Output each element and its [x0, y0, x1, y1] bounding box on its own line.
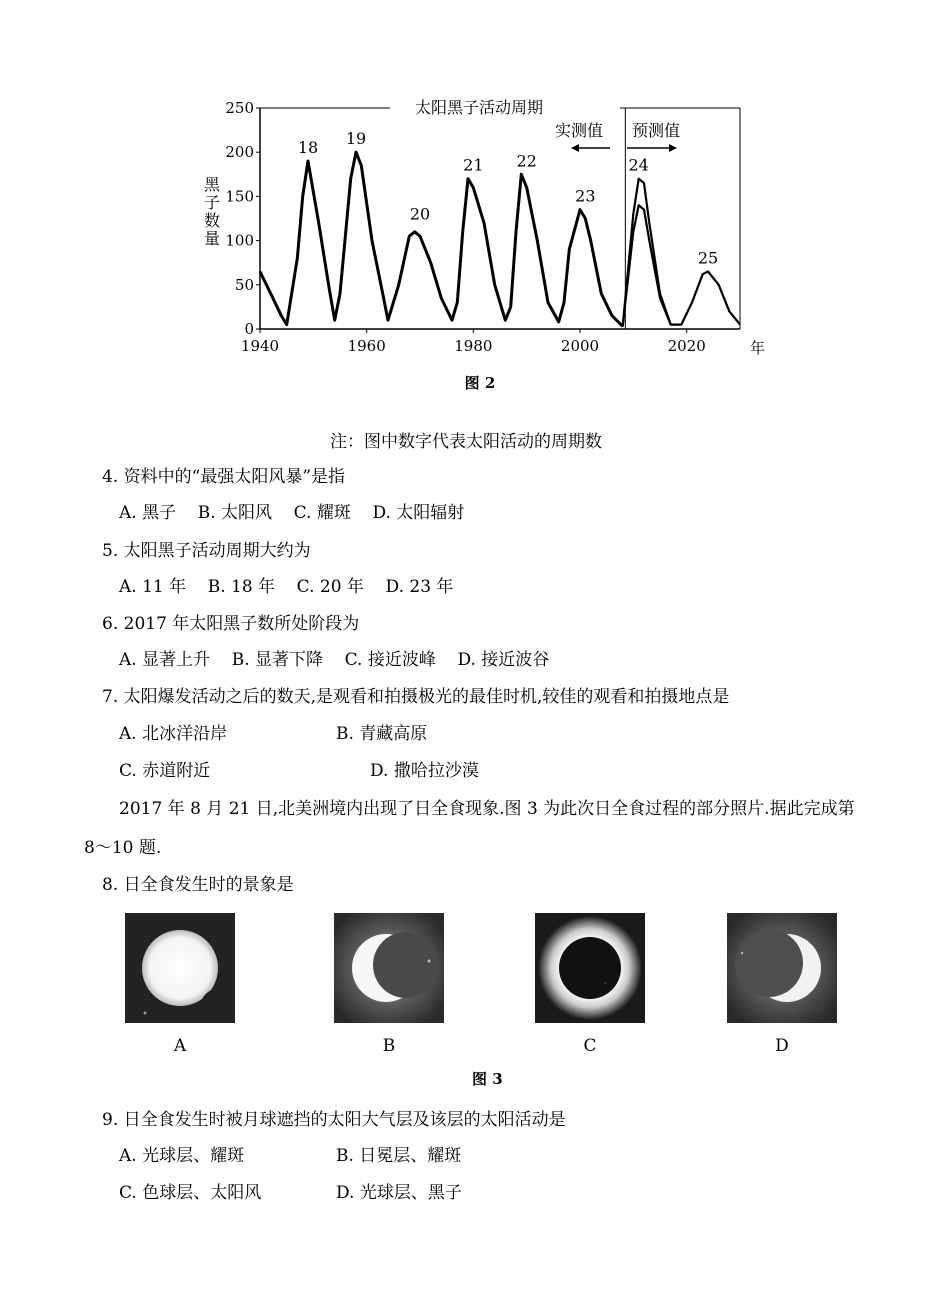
data-point [307, 160, 308, 161]
data-point [537, 240, 538, 241]
eclipse-label-a: A [173, 1036, 187, 1056]
y-axis-label-char: 黑 [203, 175, 221, 194]
x-axis-label: 年 [750, 339, 765, 357]
question-8-stem: 8. 日全食发生时的景象是 [102, 875, 294, 895]
series-line-2 [623, 179, 740, 327]
data-point [569, 249, 570, 250]
measured-arrowhead [571, 144, 579, 152]
data-point [462, 231, 463, 232]
data-point [579, 209, 580, 210]
figure-2-caption: 图 2 [464, 374, 496, 392]
predicted-arrowhead [669, 144, 677, 152]
data-point [302, 196, 303, 197]
question-9-option-a: A. 光球层、耀斑 [119, 1146, 245, 1166]
data-point [547, 302, 548, 303]
cycle-label-18: 18 [297, 138, 319, 158]
data-point [510, 306, 511, 307]
x-tick-label: 2000 [560, 337, 600, 355]
sunspot-cycle-chart [195, 88, 765, 398]
data-point [414, 231, 415, 232]
data-point [601, 293, 602, 294]
question-9-option-c: C. 色球层、太阳风 [119, 1183, 262, 1203]
series-line-3 [623, 205, 671, 326]
data-point [585, 218, 586, 219]
data-point [659, 297, 660, 298]
predicted-label: 预测值 [632, 121, 681, 140]
cycle-label-20: 20 [409, 204, 431, 224]
question-6-stem: 6. 2017 年太阳黑子数所处阶段为 [102, 614, 360, 634]
series-line-1 [260, 152, 623, 326]
eclipse-label-c: C [583, 1036, 597, 1056]
x-tick-label: 1940 [240, 337, 280, 355]
y-axis-label-char: 数 [203, 211, 221, 230]
data-point [521, 174, 522, 175]
eclipse-photo-a [125, 913, 235, 1023]
data-point [670, 324, 671, 325]
x-tick-label: 1960 [347, 337, 386, 355]
data-point [515, 231, 516, 232]
data-point [563, 302, 564, 303]
data-point [281, 315, 282, 316]
data-point [419, 236, 420, 237]
data-point [355, 152, 356, 153]
data-point [633, 213, 634, 214]
eclipse-photo-d [727, 913, 837, 1023]
passage-line-2: 8～10 题. [84, 838, 162, 858]
data-point [558, 321, 559, 322]
data-point [702, 274, 703, 275]
data-point [681, 324, 682, 325]
data-point [611, 315, 612, 316]
question-9-option-d: D. 光球层、黑子 [336, 1183, 462, 1203]
question-7-stem: 7. 太阳爆发活动之后的数天,是观看和拍摄极光的最佳时机,较佳的观看和拍摄地点是 [102, 687, 730, 707]
cycle-label-22: 22 [516, 151, 537, 171]
question-9-stem: 9. 日全食发生时被月球遮挡的太阳大气层及该层的太阳活动是 [102, 1110, 566, 1130]
question-7-option-c: C. 赤道附近 [119, 761, 211, 781]
data-point [590, 240, 591, 241]
cycle-label-23: 23 [575, 186, 596, 206]
data-point [457, 302, 458, 303]
y-axis-label-char: 子 [203, 193, 221, 212]
data-point [473, 187, 474, 188]
data-point [483, 222, 484, 223]
cycle-label-25: 25 [697, 248, 719, 268]
question-7-option-d: D. 撒哈拉沙漠 [370, 761, 479, 781]
question-7-option-a: A. 北冰洋沿岸 [119, 724, 228, 744]
data-point [334, 320, 335, 321]
data-point [718, 284, 719, 285]
eclipse-label-d: D [775, 1036, 789, 1056]
y-axis-label-char: 量 [203, 229, 221, 248]
data-point [739, 324, 740, 325]
data-point [643, 209, 644, 210]
cycle-label-19: 19 [345, 129, 367, 149]
y-tick-label: 200 [225, 143, 254, 162]
data-point [339, 293, 340, 294]
data-point [467, 178, 468, 179]
data-point [350, 178, 351, 179]
question-4-options: A. 黑子 B. 太阳风 C. 耀斑 D. 太阳辐射 [119, 503, 465, 523]
question-5-stem: 5. 太阳黑子活动周期大约为 [102, 541, 311, 561]
data-point [643, 183, 644, 184]
data-point [430, 262, 431, 263]
y-tick-label: 0 [244, 320, 254, 338]
data-point [729, 311, 730, 312]
y-tick-label: 150 [225, 187, 254, 206]
data-point [297, 258, 298, 259]
x-tick-label: 2020 [667, 337, 706, 355]
data-point [649, 240, 650, 241]
data-point [451, 320, 452, 321]
data-point [361, 165, 362, 166]
question-9-option-b: B. 日冕层、耀斑 [336, 1146, 462, 1166]
passage-line-1: 2017 年 8 月 21 日,北美洲境内出现了日全食现象.图 3 为此次日全食过程的部分照片.据此完成第 [119, 799, 855, 819]
measured-label: 实测值 [555, 121, 604, 140]
y-tick-label: 50 [234, 275, 254, 294]
data-point [398, 284, 399, 285]
data-point [286, 324, 287, 325]
data-point [638, 178, 639, 179]
cycle-label-24: 24 [628, 155, 649, 175]
data-point [649, 222, 650, 223]
data-point [691, 302, 692, 303]
eclipse-photo-b [334, 913, 444, 1023]
data-point [505, 320, 506, 321]
eclipse-photo-c [535, 913, 645, 1023]
figure-note: 注：图中数字代表太阳活动的周期数 [330, 432, 602, 452]
chart-title: 太阳黑子活动周期 [415, 98, 544, 117]
data-point [259, 271, 260, 272]
question-7-option-b: B. 青藏高原 [336, 724, 428, 744]
data-point [707, 271, 708, 272]
data-point [622, 326, 623, 327]
y-tick-label: 250 [225, 99, 254, 117]
data-point [441, 297, 442, 298]
figure-3-caption: 图 3 [472, 1070, 503, 1088]
data-point [318, 222, 319, 223]
data-point [329, 289, 330, 290]
data-point [371, 240, 372, 241]
data-point [409, 236, 410, 237]
data-point [526, 187, 527, 188]
x-tick-label: 1980 [454, 337, 493, 355]
question-4-stem: 4. 资料中的“最强太阳风暴”是指 [102, 467, 346, 487]
data-point [387, 320, 388, 321]
data-point [633, 231, 634, 232]
data-point [494, 284, 495, 285]
data-point [638, 205, 639, 206]
eclipse-label-b: B [382, 1036, 396, 1056]
y-tick-label: 100 [225, 231, 254, 250]
data-point [382, 293, 383, 294]
question-5-options: A. 11 年 B. 18 年 C. 20 年 D. 23 年 [119, 577, 454, 597]
cycle-label-21: 21 [463, 155, 484, 175]
data-point [270, 293, 271, 294]
question-6-options: A. 显著上升 B. 显著下降 C. 接近波峰 D. 接近波谷 [119, 650, 550, 670]
